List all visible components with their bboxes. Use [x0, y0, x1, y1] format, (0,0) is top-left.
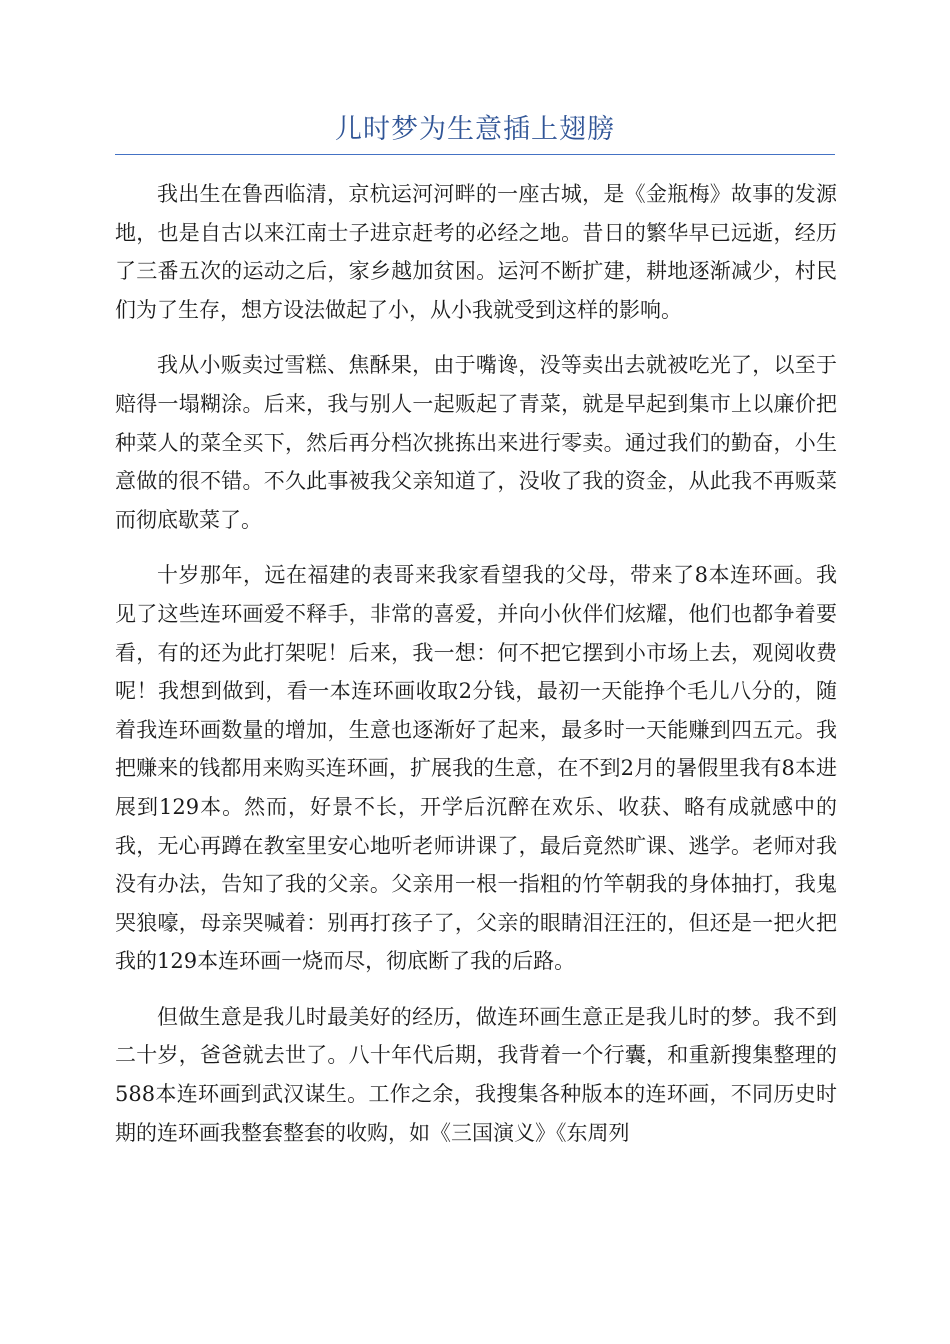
- paragraph-2: 我从小贩卖过雪糕、焦酥果，由于嘴谗，没等卖出去就被吃光了，以至于赔得一塌糊涂。后来，我与别人一起贩起了青菜，就是早起到集市上以廉价把种菜人的菜全买下，然后再分档次挑拣出来进行零卖。通过我们的勤奋，小生意做的很不错。不久此事被我父亲知道了，没收了我的资金，从此我不再贩菜而彻底歇菜了。: [115, 353, 837, 532]
- title-underline: [115, 154, 835, 155]
- document-body: [115, 175, 837, 1169]
- paragraph-3: 十岁那年，远在福建的表哥来我家看望我的父母，带来了8本连环画。我见了这些连环画爱不释手，非常的喜爱，并向小伙伴们炫耀，他们也都争着要看，有的还为此打架呢！后来，我一想：何不把它摆到小市场上去，观阅收费呢！我想到做到，看一本连环画收取2分钱，最初一天能挣个毛儿八分的，随着我连环画数量的增加，生意也逐渐好了起来，最多时一天能赚到四五元。我把赚来的钱都用来购买连环画，扩展我的生意，在不到2月的暑假里我有8本进展到129本。然而，好景不长，开学后沉醉在欢乐、收获、略有成就感中的我，无心再蹲在教室里安心地听老师讲课了，最后竟然旷课、逃学。老师对我没有办法，告知了我的父亲。父亲用一根一指粗的竹竿朝我的身体抽打，我鬼哭狼嚎，母亲哭喊着：别再打孩子了，父亲的眼睛泪汪汪的，但还是一把火把我的129本连环画一烧而尽，彻底断了我的后路。: [115, 563, 837, 974]
- paragraph-4: 但做生意是我儿时最美好的经历，做连环画生意正是我儿时的梦。我不到二十岁，爸爸就去世了。八十年代后期，我背着一个行囊，和重新搜集整理的588本连环画到武汉谋生。工作之余，我搜集各种版本的连环画，不同历史时期的连环画我整套整套的收购，如《三国演义》《东周列: [115, 1004, 837, 1145]
- document-title: 儿时梦为生意插上翅膀: [335, 114, 615, 145]
- paragraph-1: 我出生在鲁西临清，京杭运河河畔的一座古城，是《金瓶梅》故事的发源地，也是自古以来江南士子进京赶考的必经之地。昔日的繁华早已远逝，经历了三番五次的运动之后，家乡越加贫困。运河不断扩建，耕地逐渐减少，村民们为了生存，想方设法做起了小，从小我就受到这样的影响。: [115, 182, 837, 322]
